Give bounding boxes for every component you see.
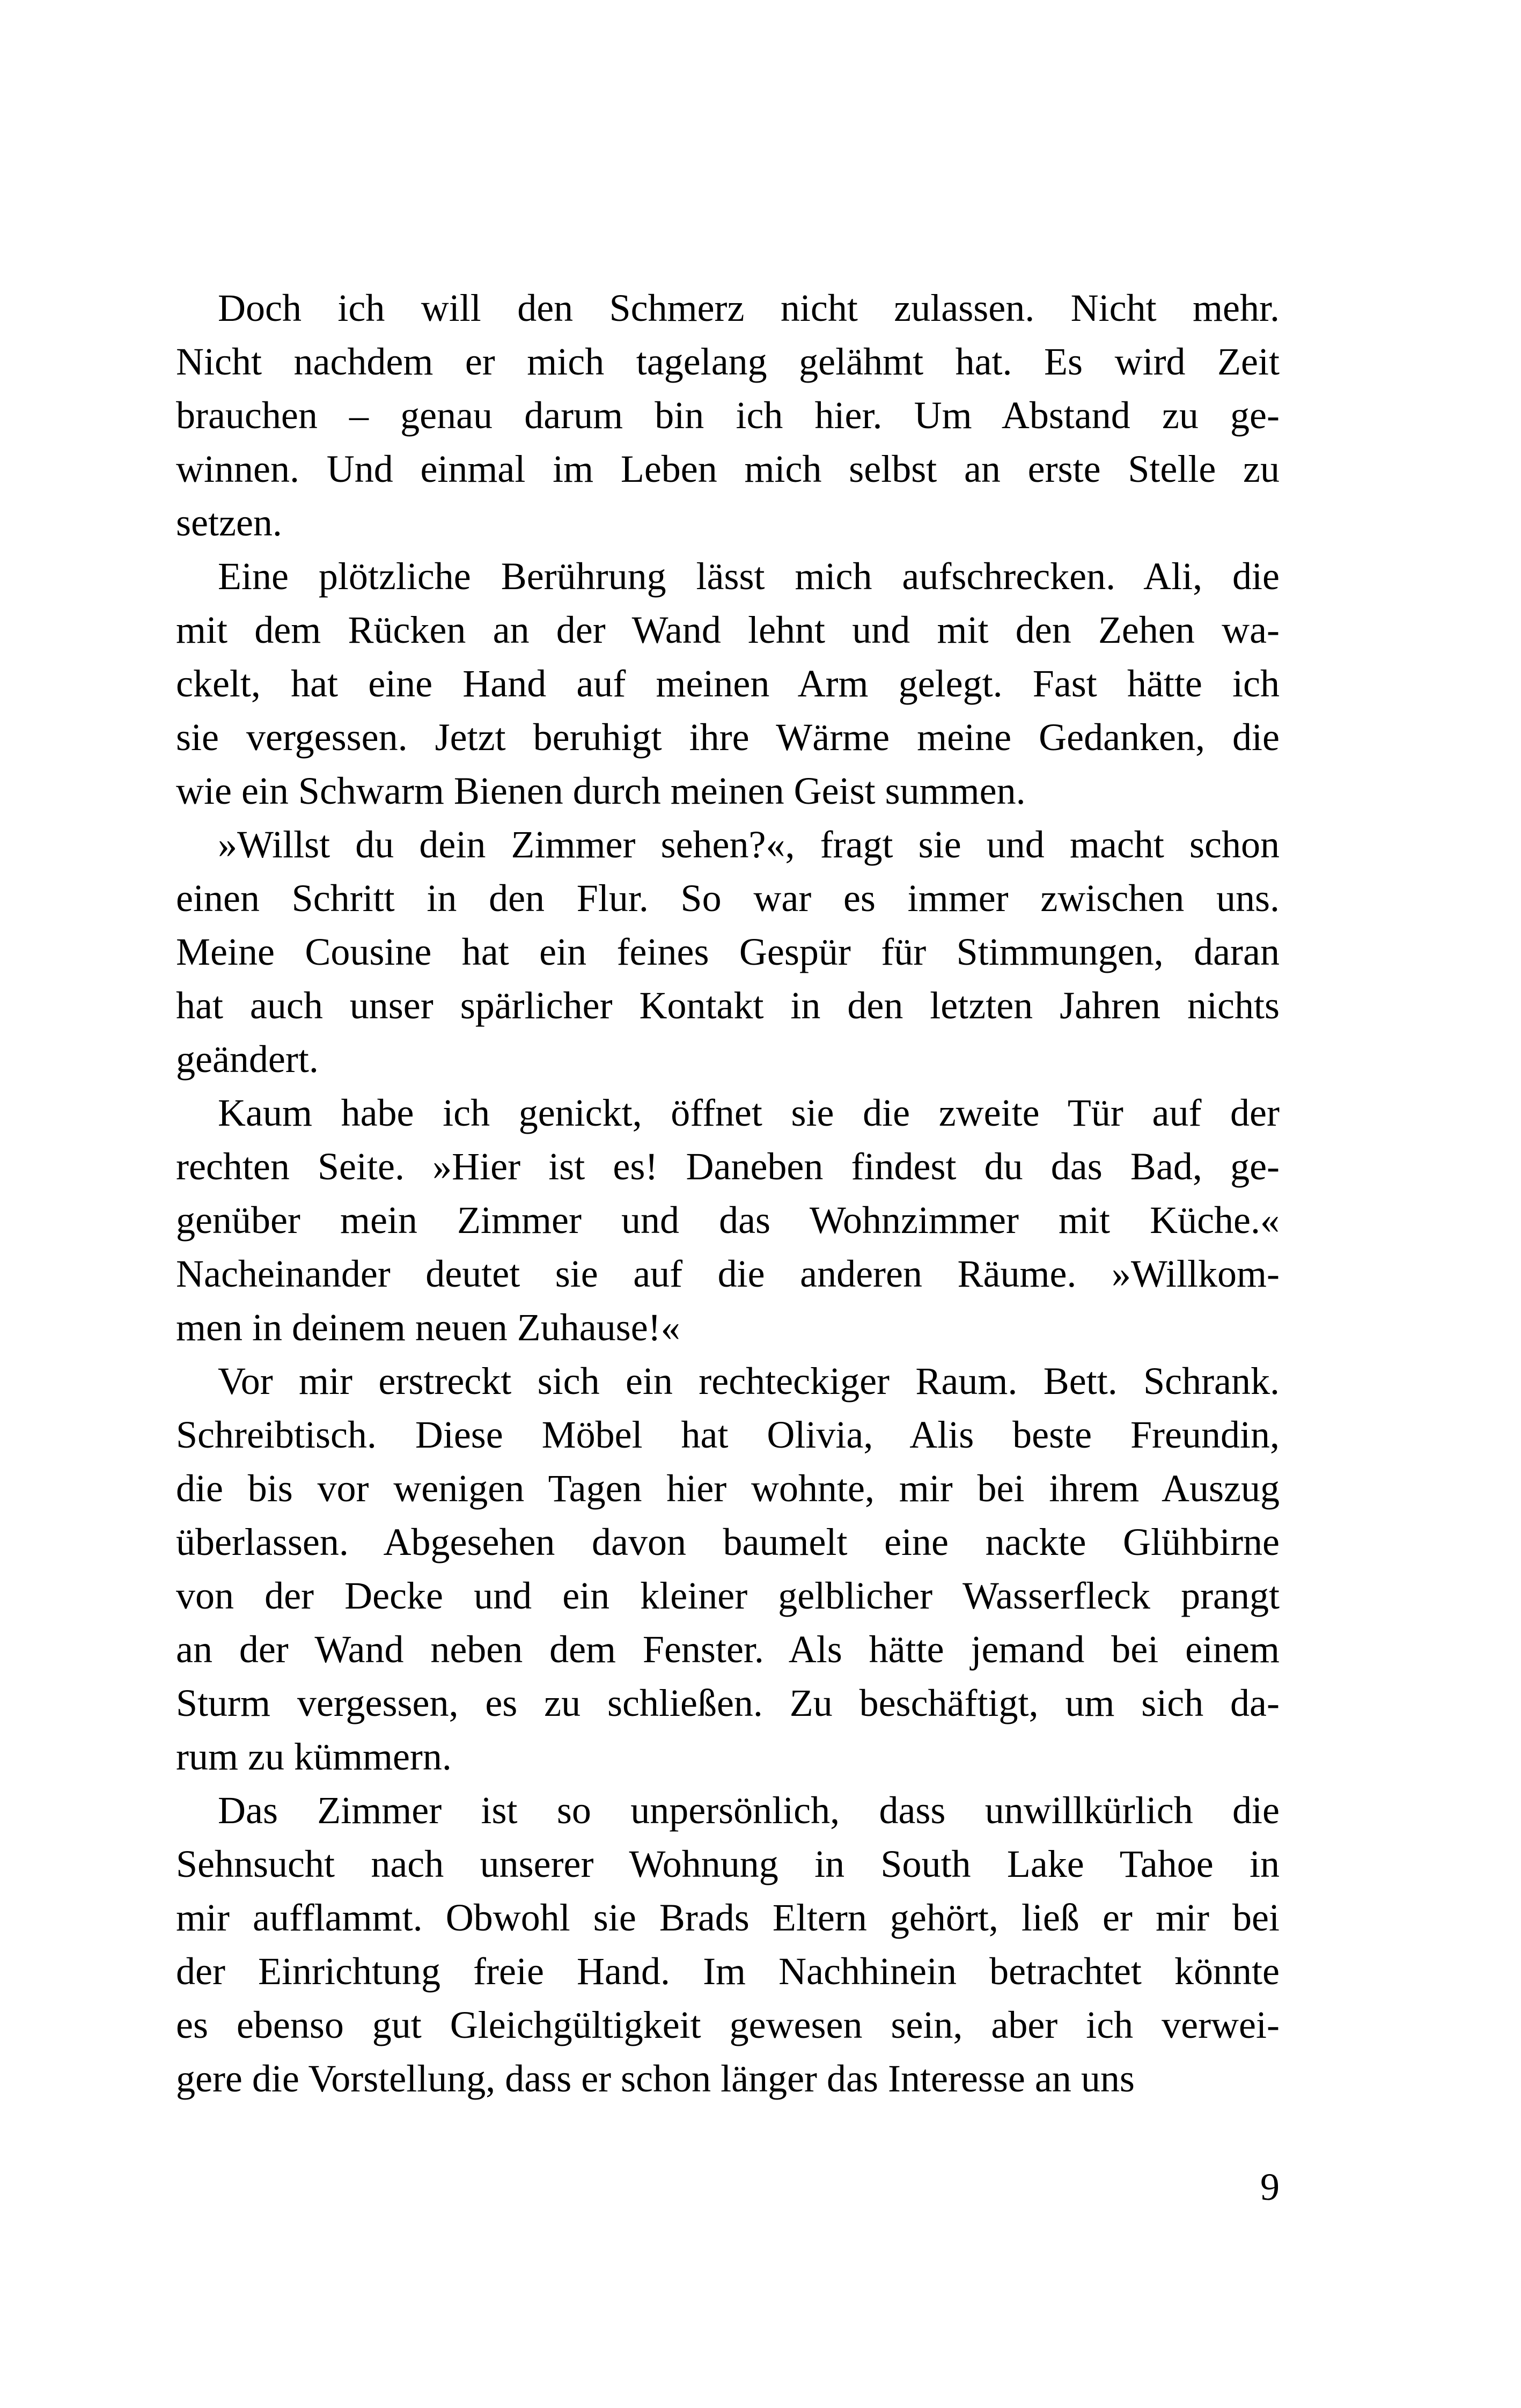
paragraph xyxy=(176,281,1280,549)
text-line: die bis vor wenigen Tagen hier wohnte, mir bei ihrem Auszug xyxy=(176,1467,1280,1510)
paragraph xyxy=(176,1086,1280,1354)
paragraph xyxy=(176,1354,1280,1783)
text-line: wie ein Schwarm Bienen durch meinen Geist summen. xyxy=(176,769,1026,812)
text-line: an der Wand neben dem Fenster. Als hätte jemand bei einem xyxy=(176,1628,1280,1671)
text-line: Kaum habe ich genickt, öffnet sie die zweite Tür auf der xyxy=(218,1091,1280,1134)
text-line: einen Schritt in den Flur. So war es immer zwischen uns. xyxy=(176,877,1280,920)
text-line: Schreibtisch. Diese Möbel hat Olivia, Alis beste Freundin, xyxy=(176,1413,1280,1456)
text-line: es ebenso gut Gleichgültigkeit gewesen sein, aber ich verwei- xyxy=(176,2003,1280,2046)
paragraph xyxy=(176,1783,1280,2105)
page-number: 9 xyxy=(1260,2165,1280,2208)
text-line: gere die Vorstellung, dass er schon länger das Interesse an uns xyxy=(176,2057,1135,2100)
text-line: überlassen. Abgesehen davon baumelt eine nackte Glühbirne xyxy=(176,1521,1280,1563)
text-line: ckelt, hat eine Hand auf meinen Arm gelegt. Fast hätte ich xyxy=(176,662,1280,705)
text-line: genüber mein Zimmer und das Wohnzimmer mit Küche.« xyxy=(176,1199,1280,1242)
text-line: hat auch unser spärlicher Kontakt in den letzten Jahren nichts xyxy=(176,984,1280,1027)
text-line: mit dem Rücken an der Wand lehnt und mit den Zehen wa- xyxy=(176,608,1280,651)
text-line: Eine plötzliche Berührung lässt mich aufschrecken. Ali, die xyxy=(218,555,1280,598)
text-line: men in deinem neuen Zuhause!« xyxy=(176,1306,680,1349)
text-line: Sehnsucht nach unserer Wohnung in South Lake Tahoe in xyxy=(176,1842,1280,1885)
text-line: mir aufflammt. Obwohl sie Brads Eltern gehört, ließ er mir bei xyxy=(176,1896,1280,1939)
text-line: Sturm vergessen, es zu schließen. Zu beschäftigt, um sich da- xyxy=(176,1682,1280,1724)
text-line: geändert. xyxy=(176,1038,319,1081)
text-line: rechten Seite. »Hier ist es! Daneben findest du das Bad, ge- xyxy=(176,1145,1280,1188)
paragraph xyxy=(176,818,1280,1086)
text-line: Doch ich will den Schmerz nicht zulassen. Nicht mehr. xyxy=(218,287,1280,329)
text-line: von der Decke und ein kleiner gelblicher Wasserfleck prangt xyxy=(176,1574,1280,1617)
body-text xyxy=(176,281,1280,2105)
text-line: Meine Cousine hat ein feines Gespür für Stimmungen, daran xyxy=(176,930,1280,973)
text-line: sie vergessen. Jetzt beruhigt ihre Wärme meine Gedanken, die xyxy=(176,716,1280,759)
paragraph xyxy=(176,549,1280,818)
text-line: Das Zimmer ist so unpersönlich, dass unwillkürlich die xyxy=(218,1789,1280,1832)
text-line: Vor mir erstreckt sich ein rechteckiger Raum. Bett. Schrank. xyxy=(218,1360,1280,1403)
text-line: rum zu kümmern. xyxy=(176,1735,452,1778)
text-line: Nacheinander deutet sie auf die anderen Räume. »Willkom- xyxy=(176,1252,1280,1295)
text-line: brauchen – genau darum bin ich hier. Um Abstand zu ge- xyxy=(176,394,1280,437)
text-line: Nicht nachdem er mich tagelang gelähmt hat. Es wird Zeit xyxy=(176,340,1280,383)
text-line: setzen. xyxy=(176,501,282,544)
text-line: der Einrichtung freie Hand. Im Nachhinein betrachtet könnte xyxy=(176,1950,1280,1993)
text-line: »Willst du dein Zimmer sehen?«, fragt sie und macht schon xyxy=(218,823,1280,866)
text-line: winnen. Und einmal im Leben mich selbst an erste Stelle zu xyxy=(176,447,1280,490)
